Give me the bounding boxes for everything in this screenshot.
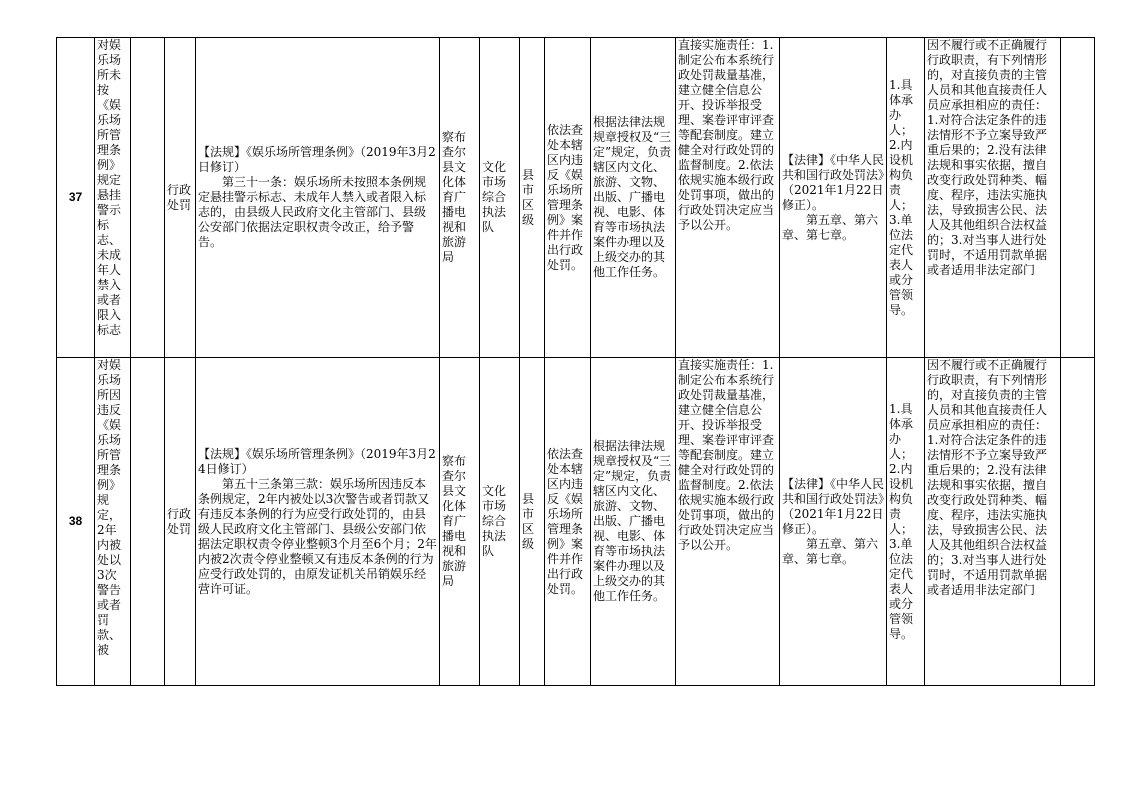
- table-row: [57, 38, 1095, 358]
- power-list-table: [56, 37, 1095, 686]
- item-name: 对娱乐场所因违反《娱乐场所管理条例》规定，2年内被处以3次警告或者罚款、被: [97, 358, 122, 657]
- subject-cell: [887, 358, 925, 686]
- legal-basis-heading: 【法规】《娱乐场所管理条例》（2019年3月2日修订）: [198, 145, 436, 174]
- note-cell: [1061, 38, 1095, 358]
- level-cell: [520, 358, 545, 686]
- responsible-subject: 1.具体承办人；2.内设机构负责人；3.单位法定代表人或分管领导。: [889, 401, 914, 641]
- blank-cell: [131, 38, 165, 358]
- power-content: 依法查处本辖区内违反《娱乐场所管理条例》案件并作出行政处罚。: [547, 446, 584, 596]
- row-number: 38: [57, 358, 95, 686]
- accountability-law-heading: 【法律】《中华人民共和国行政处罚法》（2021年1月22日修正）。: [782, 476, 884, 536]
- item-name-cell: [95, 358, 131, 686]
- implementation-cell: [676, 38, 780, 358]
- content-cell: [545, 358, 591, 686]
- item-type-cell: [165, 358, 196, 686]
- accountability-law-body: 第五章、第六章、第七章。: [782, 212, 879, 242]
- duty-basis: 根据法律法规规章授权及“三定”规定，负责辖区内文化、旅游、文物、出版、广播电视、电影、体育等市场执法案件办理以及上级交办的其他工作任务。: [593, 439, 672, 603]
- item-name-cell: [95, 38, 131, 358]
- implementing-unit: 文化市场综合执法队: [482, 160, 507, 234]
- implementing-unit: 文化市场综合执法队: [482, 484, 507, 558]
- legal-basis-body: 第五十三条第三款：娱乐场所因违反本条例规定，2年内被处以3次警告或者罚款又有违反本条例的行为应受行政处罚的，由县级人民政府文化主管部门、县级公安部门依据法定职权责令停业整顿3个月至6个月；2年内被2次责令停业整顿又有违反本条例的行为应受行政处罚的，由原发证机关吊销娱乐经营许可证。: [198, 476, 437, 596]
- note-cell: [1061, 358, 1095, 686]
- level-cell: [520, 38, 545, 358]
- legal-basis-cell: [196, 38, 440, 358]
- legal-basis-cell: [196, 358, 440, 686]
- resp-cell: [925, 358, 1061, 686]
- dept-cell: [440, 38, 480, 358]
- duty-cell: [591, 38, 676, 358]
- law-cell: [780, 38, 887, 358]
- exercise-level: 县市区级: [522, 167, 535, 227]
- responsible-subject: 1.具体承办人；2.内设机构负责人；3.单位法定代表人或分管领导。: [889, 77, 914, 317]
- law-cell: [780, 358, 887, 686]
- implementation-responsibility: 直接实施责任：1.制定公布本系统行政处罚裁量基准，建立健全信息公开、投诉举报受理、案卷评审评查等配套制度。建立健全对行政处罚的监督制度。2.依法依规实施本级行政处罚事项，做出的行政处罚决定应当予以公开。: [678, 38, 775, 232]
- item-name: 对娱乐场所未按《娱乐场所管理条例》规定悬挂警示标志、未成年人禁入或者限入标志: [97, 38, 122, 337]
- subject-cell: [887, 38, 925, 358]
- resp-cell: [925, 38, 1061, 358]
- row-number: 37: [57, 38, 95, 358]
- duty-basis: 根据法律法规规章授权及“三定”规定，负责辖区内文化、旅游、文物、出版、广播电视、电影、体育等市场执法案件办理以及上级交办的其他工作任务。: [593, 115, 672, 279]
- accountability-situation: 因不履行或不正确履行行政职责，有下列情形的，对直接负责的主管人员和其他直接责任人员应承担相应的责任：1.对符合法定条件的违法情形不予立案导致严重后果的；2.没有法律法规和事实依据，擅自改变行政处罚种类、幅度、程序，违法实施执法，导致损害公民、法人及其他组织合法权益的；3.对当事人进行处罚时，不适用罚款单据或者适用非法定部门: [927, 358, 1048, 597]
- item-type: 行政处罚: [167, 182, 192, 212]
- exercise-level: 县市区级: [522, 491, 535, 551]
- accountability-situation: 因不履行或不正确履行行政职责，有下列情形的，对直接负责的主管人员和其他直接责任人员应承担相应的责任：1.对符合法定条件的违法情形不予立案导致严重后果的；2.没有法律法规和事实依据，擅自改变行政处罚种类、幅度、程序，违法实施执法，导致损害公民、法人及其他组织合法权益的；3.对当事人进行处罚时，不适用罚款单据或者适用非法定部门: [927, 38, 1048, 277]
- blank-cell: [131, 358, 165, 686]
- item-type-cell: [165, 38, 196, 358]
- content-cell: [545, 38, 591, 358]
- accountability-law-body: 第五章、第六章、第七章。: [782, 536, 879, 566]
- duty-cell: [591, 358, 676, 686]
- unit-cell: [480, 38, 520, 358]
- accountability-law-heading: 【法律】《中华人民共和国行政处罚法》（2021年1月22日修正）。: [782, 152, 884, 212]
- implementation-cell: [676, 358, 780, 686]
- implementing-department: 察布查尔县文化体育广播电视和旅游局: [442, 454, 467, 588]
- dept-cell: [440, 358, 480, 686]
- unit-cell: [480, 358, 520, 686]
- item-type: 行政处罚: [167, 506, 192, 536]
- power-content: 依法查处本辖区内违反《娱乐场所管理条例》案件并作出行政处罚。: [547, 122, 584, 272]
- legal-basis-body: 第三十一条：娱乐场所未按照本条例规定悬挂警示标志、未成年人禁入或者限入标志的，由县级人民政府文化主管部门、县级公安部门依据法定职权责令改正，给予警告。: [198, 175, 427, 249]
- table-row: [57, 358, 1095, 686]
- implementing-department: 察布查尔县文化体育广播电视和旅游局: [442, 130, 467, 264]
- legal-basis-heading: 【法规】《娱乐场所管理条例》（2019年3月24日修订）: [198, 446, 436, 476]
- implementation-responsibility: 直接实施责任：1.制定公布本系统行政处罚裁量基准，建立健全信息公开、投诉举报受理、案卷评审评查等配套制度。建立健全对行政处罚的监督制度。2.依法依规实施本级行政处罚事项，做出的行政处罚决定应当予以公开。: [678, 358, 775, 552]
